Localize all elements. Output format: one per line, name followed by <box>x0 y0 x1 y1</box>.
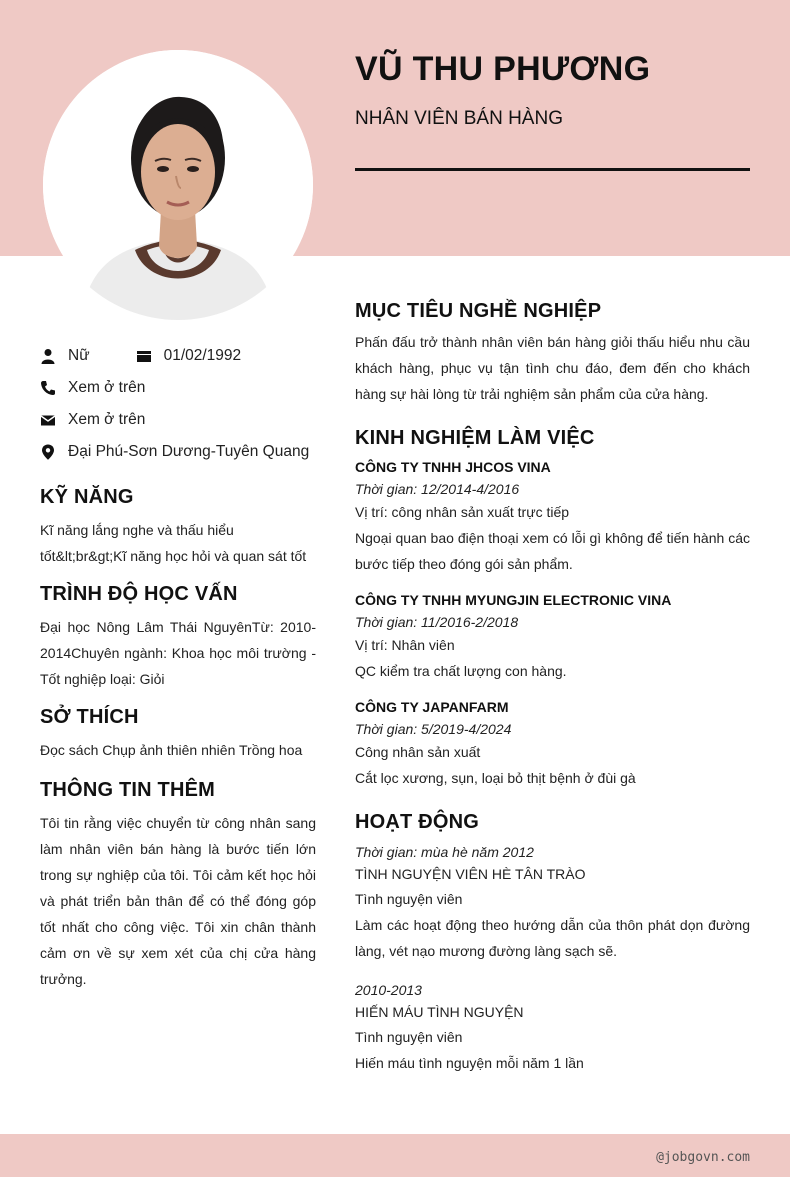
experience-desc: Ngoại quan bao điện thoại xem có lỗi gì không để tiến hành các bước tiếp theo đóng gói sản phẩm. <box>355 530 750 572</box>
more-info-text: Tôi tin rằng việc chuyển từ công nhân sang làm nhân viên bán hàng là bước tiến lớn trong sự nghiệp của tôi. Tôi cảm kết học hỏi và phát triển bản thân để có thể đóng góp tốt nhất cho công việc. Tôi xin chân thành cảm ơn về sự xem xét của chị cửa hàng trưởng. <box>40 815 316 987</box>
education-title: TRÌNH ĐỘ HỌC VẤN <box>40 583 238 605</box>
contact-row-gender-birthday <box>40 340 316 372</box>
activity-item <box>355 842 750 964</box>
activity-period: Thời gian: mùa hè năm 2012 <box>355 844 534 860</box>
gender-value: Nữ <box>68 347 90 364</box>
profile-photo <box>43 50 313 320</box>
address-value: Đại Phú-Sơn Dương-Tuyên Quang <box>68 443 310 460</box>
phone-icon <box>40 380 56 396</box>
experience-period: Thời gian: 12/2014-4/2016 <box>355 481 520 497</box>
experience-role: Vị trí: công nhân sản xuất trực tiếp <box>355 504 570 520</box>
footer-watermark: @jobgovn.com <box>656 1150 750 1165</box>
objective-title: MỤC TIÊU NGHỀ NGHIỆP <box>355 300 602 322</box>
activity-role: Tình nguyện viên <box>355 891 463 907</box>
phone-value: Xem ở trên <box>68 379 146 396</box>
activity-name: TÌNH NGUYỆN VIÊN HÈ TÂN TRÀO <box>355 866 586 882</box>
activity-role: Tình nguyện viên <box>355 1029 463 1045</box>
experience-role: Công nhân sản xuất <box>355 744 481 760</box>
activities-title: HOẠT ĐỘNG <box>355 811 480 833</box>
activity-period: 2010-2013 <box>355 982 422 998</box>
activity-name: HIẾN MÁU TÌNH NGUYỆN <box>355 1004 524 1020</box>
experience-period: Thời gian: 5/2019-4/2024 <box>355 721 512 737</box>
contact-row-email <box>40 404 316 436</box>
contact-row-phone <box>40 372 316 404</box>
candidate-name: VŨ THU PHƯƠNG <box>355 50 651 88</box>
hobbies-title: SỞ THÍCH <box>40 706 139 728</box>
job-title: NHÂN VIÊN BÁN HÀNG <box>355 108 563 129</box>
experience-desc: Cắt lọc xương, sụn, loại bỏ thịt bệnh ở đùi gà <box>355 770 636 786</box>
objective-text: Phấn đấu trở thành nhân viên bán hàng giỏi thấu hiểu nhu cầu khách hàng, phục vụ tận tình chu đáo, đem đến cho khách hàng sự hài lòng từ trải nghiệm sản phẩm của cửa hàng. <box>355 334 750 402</box>
experience-item <box>355 698 750 791</box>
experience-period: Thời gian: 11/2016-2/2018 <box>355 614 519 630</box>
experience-company: CÔNG TY JAPANFARM <box>355 699 509 715</box>
experience-item <box>355 591 750 684</box>
education-text: Đại học Nông Lâm Thái NguyênTừ: 2010-2014Chuyên ngành: Khoa học môi trường - Tốt nghiệp loại: Giỏi <box>40 619 316 687</box>
hobbies-text: Đọc sách Chụp ảnh thiên nhiên Trồng hoa <box>40 742 303 758</box>
birthday-value: 01/02/1992 <box>163 347 242 364</box>
user-icon <box>40 348 56 364</box>
experience-company: CÔNG TY TNHH JHCOS VINA <box>355 459 551 475</box>
left-column <box>40 340 316 992</box>
experience-desc: QC kiểm tra chất lượng con hàng. <box>355 663 567 679</box>
experience-item <box>355 458 750 577</box>
more-info-title: THÔNG TIN THÊM <box>40 779 216 801</box>
location-pin-icon <box>40 444 56 460</box>
activity-desc: Hiến máu tình nguyện mỗi năm 1 lần <box>355 1055 584 1071</box>
skills-text: Kĩ năng lắng nghe và thấu hiểu tốt&lt;br&gt;Kĩ năng học hỏi và quan sát tốt <box>40 522 307 564</box>
experience-title: KINH NGHIỆM LÀM VIỆC <box>355 427 595 449</box>
contact-row-address <box>40 436 316 468</box>
activity-item <box>355 980 750 1076</box>
right-column <box>355 300 750 1076</box>
email-value: Xem ở trên <box>68 411 146 428</box>
title-divider <box>355 168 750 171</box>
experience-company: CÔNG TY TNHH MYUNGJIN ELECTRONIC VINA <box>355 592 672 608</box>
skills-title: KỸ NĂNG <box>40 486 134 508</box>
experience-role: Vị trí: Nhân viên <box>355 637 455 653</box>
mail-icon <box>40 412 56 428</box>
activity-desc: Làm các hoạt động theo hướng dẫn của thôn phát dọn đường làng, vét nạo mương đường làng sạch sẽ. <box>355 917 750 959</box>
calendar-icon <box>136 348 152 364</box>
